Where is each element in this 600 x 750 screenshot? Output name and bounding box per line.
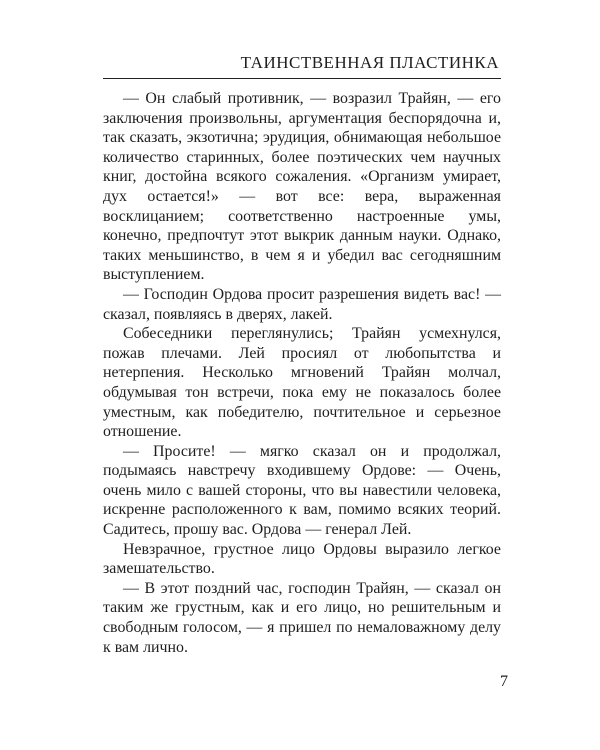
page-header (103, 54, 501, 79)
page-number: 7 (500, 673, 508, 690)
paragraph: — В этот поздний час, господин Трайян, — сказал он таким же грустным, как и его лицо, но решительным и свободным голосом, — я пришел по немаловажному делу к вам лично. (103, 579, 501, 656)
paragraph: — Господин Ордова просит разрешения видеть вас! — сказал, появляясь в дверях, лакей. (103, 285, 501, 323)
running-title: ТАИНСТВЕННАЯ ПЛАСТИНКА (240, 53, 499, 72)
paragraph: Собеседники переглянулись; Трайян усмехнулся, пожав плечами. Лей просиял от любопытства и нетерпения. Несколько мгновений Трайян молчал, обдумывая тон встречи, пока ему не показалось более уместным, как победителю, почтительное и серьезное отношение. (103, 325, 501, 441)
page-body (103, 89, 501, 657)
paragraph: — Просите! — мягко сказал он и продолжал, подымаясь навстречу входившему Ордове: — Очень, очень мило с вашей стороны, что вы навестили человека, искренне расположенного к вам, помимо всяких теорий. Садитесь, прошу вас. Ордова — генерал Лей. (103, 442, 501, 539)
paragraph: — Он слабый противник, — возразил Трайян, — его заключения произвольны, аргументация беспорядочна и, так сказать, экзотична; эрудиция, обнимающая небольшое количество старинных, более поэтических чем научных книг, достойна всякого сожаления. «Организм умирает, дух остается!» — вот все: вера, выраженная восклицанием; соответственно настроенные умы, конечно, предпочтут этот выкрик данным науки. Однако, таких меньшинство, в чем я и убедил вас сегодняшним выступлением. (103, 90, 501, 284)
paragraph: Невзрачное, грустное лицо Ордовы выразило легкое замешательство. (103, 540, 501, 578)
